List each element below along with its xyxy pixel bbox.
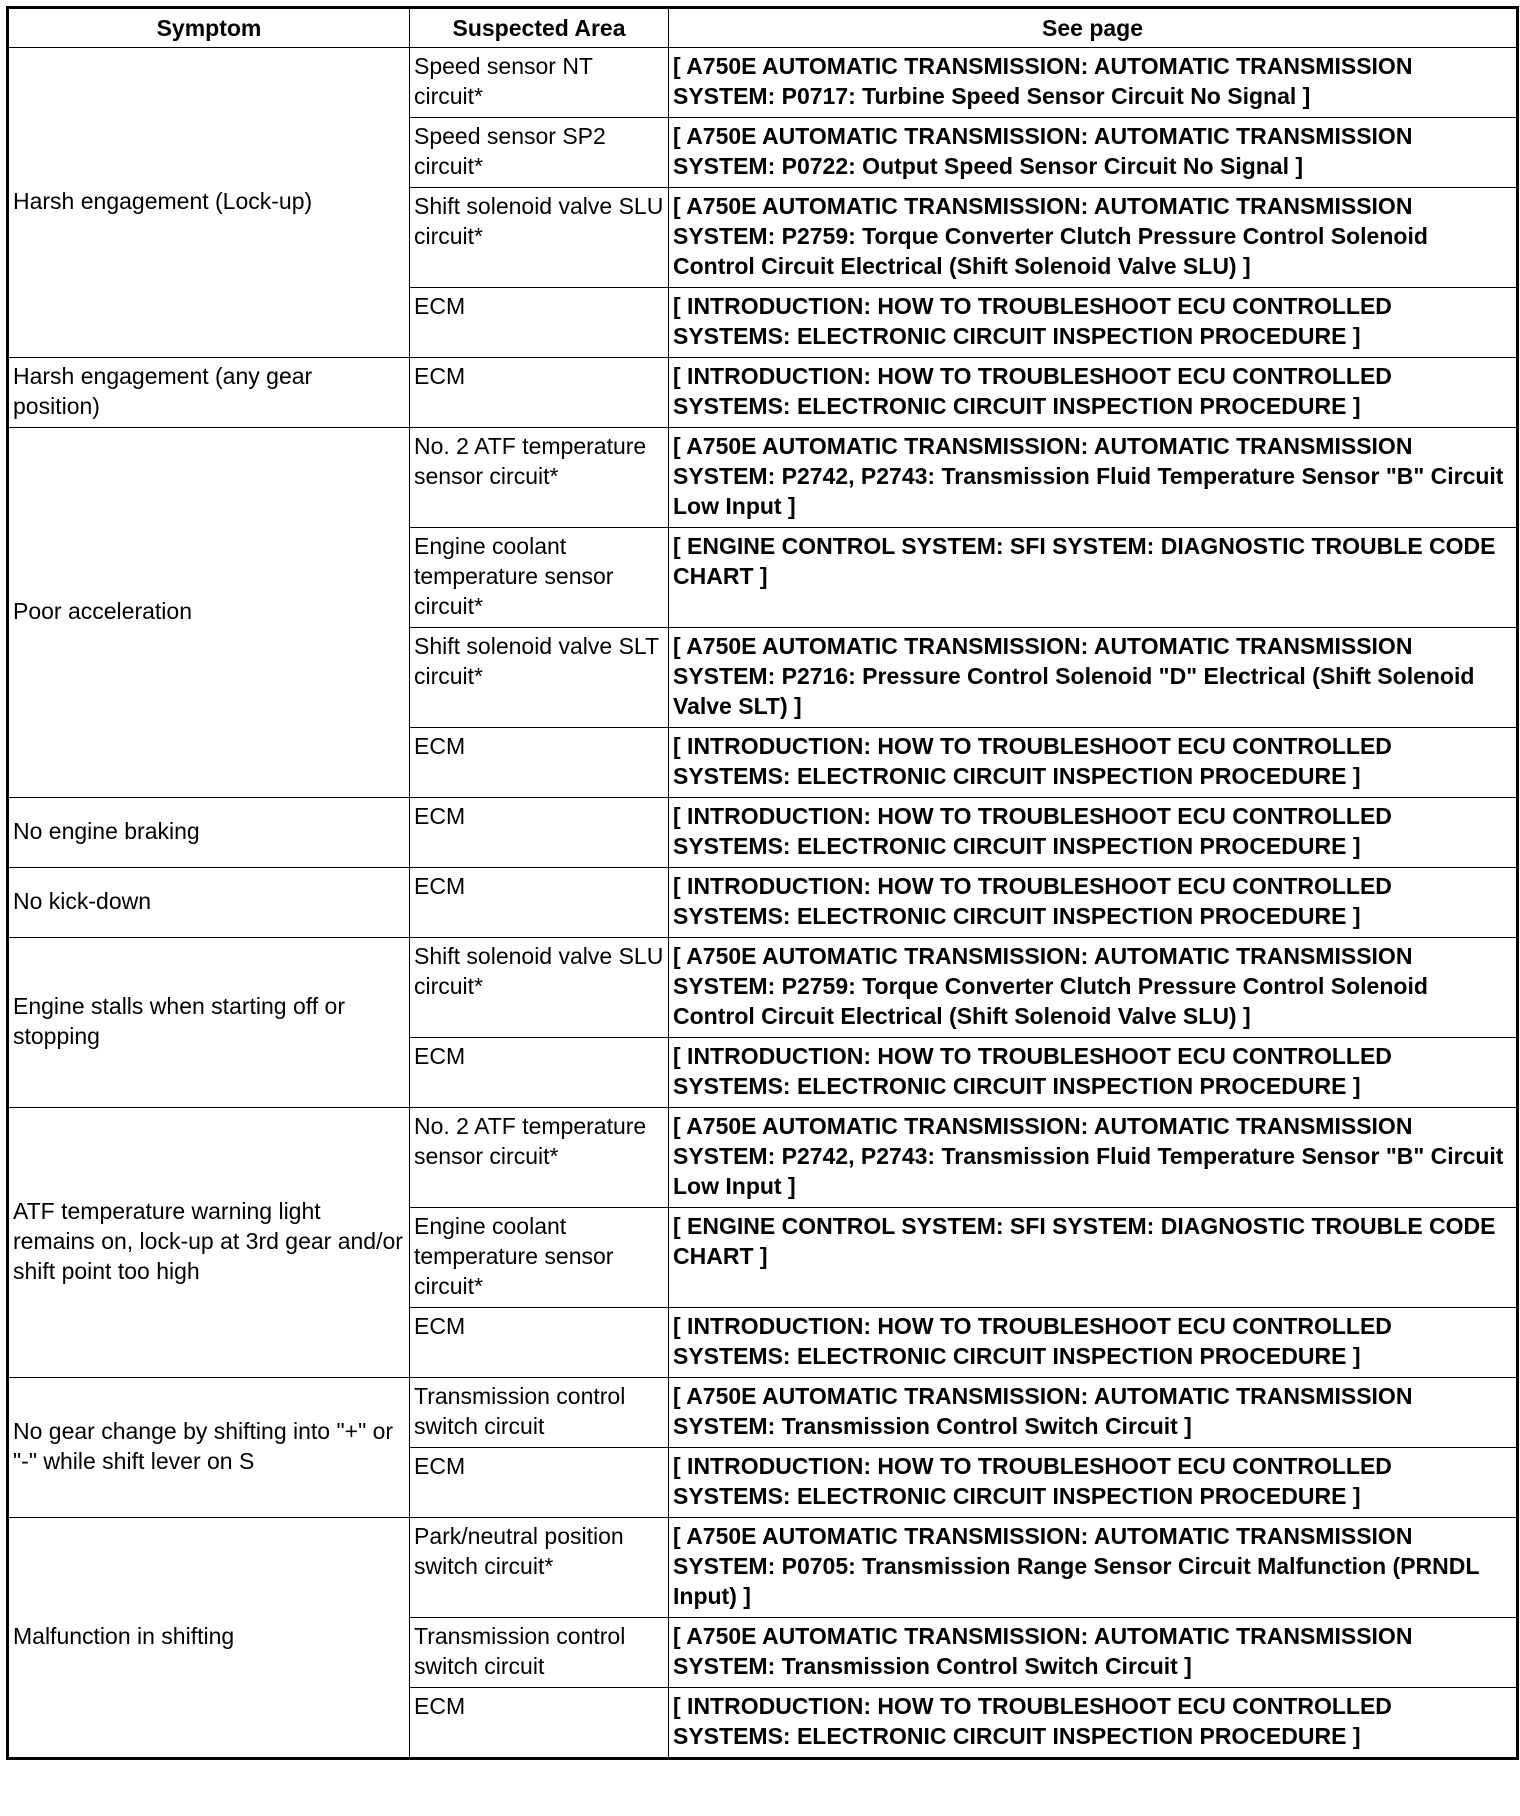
see-page-link[interactable]: [ INTRODUCTION: HOW TO TROUBLESHOOT ECU CONTROLLED SYSTEMS: ELECTRONIC CIRCUIT INSPECTION PROCEDURE ] — [669, 358, 1518, 428]
see-page-link[interactable]: [ ENGINE CONTROL SYSTEM: SFI SYSTEM: DIAGNOSTIC TROUBLE CODE CHART ] — [669, 1208, 1518, 1308]
suspected-area-cell: Engine coolant temperature sensor circuit* — [410, 528, 669, 628]
symptom-cell: Harsh engagement (any gear position) — [8, 358, 410, 428]
suspected-area-cell: ECM — [410, 288, 669, 358]
suspected-area-cell: No. 2 ATF temperature sensor circuit* — [410, 1108, 669, 1208]
suspected-area-cell: ECM — [410, 1038, 669, 1108]
suspected-area-cell: Shift solenoid valve SLU circuit* — [410, 938, 669, 1038]
suspected-area-cell: Transmission control switch circuit — [410, 1378, 669, 1448]
table-row — [8, 868, 1518, 938]
see-page-link[interactable]: [ A750E AUTOMATIC TRANSMISSION: AUTOMATIC TRANSMISSION SYSTEM: P0722: Output Speed Sensor Circuit No Signal ] — [669, 118, 1518, 188]
suspected-area-cell: ECM — [410, 358, 669, 428]
table-row — [8, 1108, 1518, 1208]
table-body — [8, 48, 1518, 1759]
see-page-link[interactable]: [ A750E AUTOMATIC TRANSMISSION: AUTOMATIC TRANSMISSION SYSTEM: Transmission Control Switch Circuit ] — [669, 1378, 1518, 1448]
header-see-page: See page — [669, 8, 1518, 48]
suspected-area-cell: Shift solenoid valve SLT circuit* — [410, 628, 669, 728]
symptom-cell: Engine stalls when starting off or stopping — [8, 938, 410, 1108]
suspected-area-cell: ECM — [410, 868, 669, 938]
symptom-cell: No gear change by shifting into "+" or "-" while shift lever on S — [8, 1378, 410, 1518]
see-page-link[interactable]: [ INTRODUCTION: HOW TO TROUBLESHOOT ECU CONTROLLED SYSTEMS: ELECTRONIC CIRCUIT INSPECTION PROCEDURE ] — [669, 728, 1518, 798]
suspected-area-cell: ECM — [410, 728, 669, 798]
symptom-cell: Harsh engagement (Lock-up) — [8, 48, 410, 358]
see-page-link[interactable]: [ A750E AUTOMATIC TRANSMISSION: AUTOMATIC TRANSMISSION SYSTEM: P2716: Pressure Control Solenoid "D" Electrical (Shift Solenoid Valve SLT) ] — [669, 628, 1518, 728]
suspected-area-cell: No. 2 ATF temperature sensor circuit* — [410, 428, 669, 528]
table-row — [8, 938, 1518, 1038]
header-suspected-area: Suspected Area — [410, 8, 669, 48]
see-page-link[interactable]: [ INTRODUCTION: HOW TO TROUBLESHOOT ECU CONTROLLED SYSTEMS: ELECTRONIC CIRCUIT INSPECTION PROCEDURE ] — [669, 288, 1518, 358]
table-row — [8, 358, 1518, 428]
see-page-link[interactable]: [ INTRODUCTION: HOW TO TROUBLESHOOT ECU CONTROLLED SYSTEMS: ELECTRONIC CIRCUIT INSPECTION PROCEDURE ] — [669, 1448, 1518, 1518]
see-page-link[interactable]: [ A750E AUTOMATIC TRANSMISSION: AUTOMATIC TRANSMISSION SYSTEM: P0717: Turbine Speed Sensor Circuit No Signal ] — [669, 48, 1518, 118]
symptom-cell: Malfunction in shifting — [8, 1518, 410, 1759]
see-page-link[interactable]: [ INTRODUCTION: HOW TO TROUBLESHOOT ECU CONTROLLED SYSTEMS: ELECTRONIC CIRCUIT INSPECTION PROCEDURE ] — [669, 1688, 1518, 1759]
symptom-cell: Poor acceleration — [8, 428, 410, 798]
suspected-area-cell: Shift solenoid valve SLU circuit* — [410, 188, 669, 288]
suspected-area-cell: ECM — [410, 1308, 669, 1378]
symptom-cell: ATF temperature warning light remains on, lock-up at 3rd gear and/or shift point too high — [8, 1108, 410, 1378]
symptom-cell: No engine braking — [8, 798, 410, 868]
suspected-area-cell: Transmission control switch circuit — [410, 1618, 669, 1688]
see-page-link[interactable]: [ A750E AUTOMATIC TRANSMISSION: AUTOMATIC TRANSMISSION SYSTEM: P0705: Transmission Range Sensor Circuit Malfunction (PRNDL Input) ] — [669, 1518, 1518, 1618]
see-page-link[interactable]: [ A750E AUTOMATIC TRANSMISSION: AUTOMATIC TRANSMISSION SYSTEM: Transmission Control Switch Circuit ] — [669, 1618, 1518, 1688]
table-row — [8, 48, 1518, 118]
header-row — [8, 8, 1518, 48]
suspected-area-cell: Speed sensor SP2 circuit* — [410, 118, 669, 188]
see-page-link[interactable]: [ A750E AUTOMATIC TRANSMISSION: AUTOMATIC TRANSMISSION SYSTEM: P2742, P2743: Transmission Fluid Temperature Sensor "B" Circuit Low Input ] — [669, 428, 1518, 528]
suspected-area-cell: ECM — [410, 1688, 669, 1759]
see-page-link[interactable]: [ INTRODUCTION: HOW TO TROUBLESHOOT ECU CONTROLLED SYSTEMS: ELECTRONIC CIRCUIT INSPECTION PROCEDURE ] — [669, 1038, 1518, 1108]
symptom-cell: No kick-down — [8, 868, 410, 938]
suspected-area-cell: Park/neutral position switch circuit* — [410, 1518, 669, 1618]
table-row — [8, 428, 1518, 528]
table-row — [8, 1518, 1518, 1618]
suspected-area-cell: Engine coolant temperature sensor circuit* — [410, 1208, 669, 1308]
see-page-link[interactable]: [ A750E AUTOMATIC TRANSMISSION: AUTOMATIC TRANSMISSION SYSTEM: P2759: Torque Converter Clutch Pressure Control Solenoid Control Circuit Electrical (Shift Solenoid Valve SLU) ] — [669, 188, 1518, 288]
suspected-area-cell: Speed sensor NT circuit* — [410, 48, 669, 118]
symptom-table — [6, 6, 1519, 1760]
see-page-link[interactable]: [ ENGINE CONTROL SYSTEM: SFI SYSTEM: DIAGNOSTIC TROUBLE CODE CHART ] — [669, 528, 1518, 628]
suspected-area-cell: ECM — [410, 798, 669, 868]
see-page-link[interactable]: [ A750E AUTOMATIC TRANSMISSION: AUTOMATIC TRANSMISSION SYSTEM: P2759: Torque Converter Clutch Pressure Control Solenoid Control Circuit Electrical (Shift Solenoid Valve SLU) ] — [669, 938, 1518, 1038]
see-page-link[interactable]: [ A750E AUTOMATIC TRANSMISSION: AUTOMATIC TRANSMISSION SYSTEM: P2742, P2743: Transmission Fluid Temperature Sensor "B" Circuit Low Input ] — [669, 1108, 1518, 1208]
suspected-area-cell: ECM — [410, 1448, 669, 1518]
header-symptom: Symptom — [8, 8, 410, 48]
see-page-link[interactable]: [ INTRODUCTION: HOW TO TROUBLESHOOT ECU CONTROLLED SYSTEMS: ELECTRONIC CIRCUIT INSPECTION PROCEDURE ] — [669, 798, 1518, 868]
table-row — [8, 798, 1518, 868]
see-page-link[interactable]: [ INTRODUCTION: HOW TO TROUBLESHOOT ECU CONTROLLED SYSTEMS: ELECTRONIC CIRCUIT INSPECTION PROCEDURE ] — [669, 1308, 1518, 1378]
table-row — [8, 1378, 1518, 1448]
see-page-link[interactable]: [ INTRODUCTION: HOW TO TROUBLESHOOT ECU CONTROLLED SYSTEMS: ELECTRONIC CIRCUIT INSPECTION PROCEDURE ] — [669, 868, 1518, 938]
